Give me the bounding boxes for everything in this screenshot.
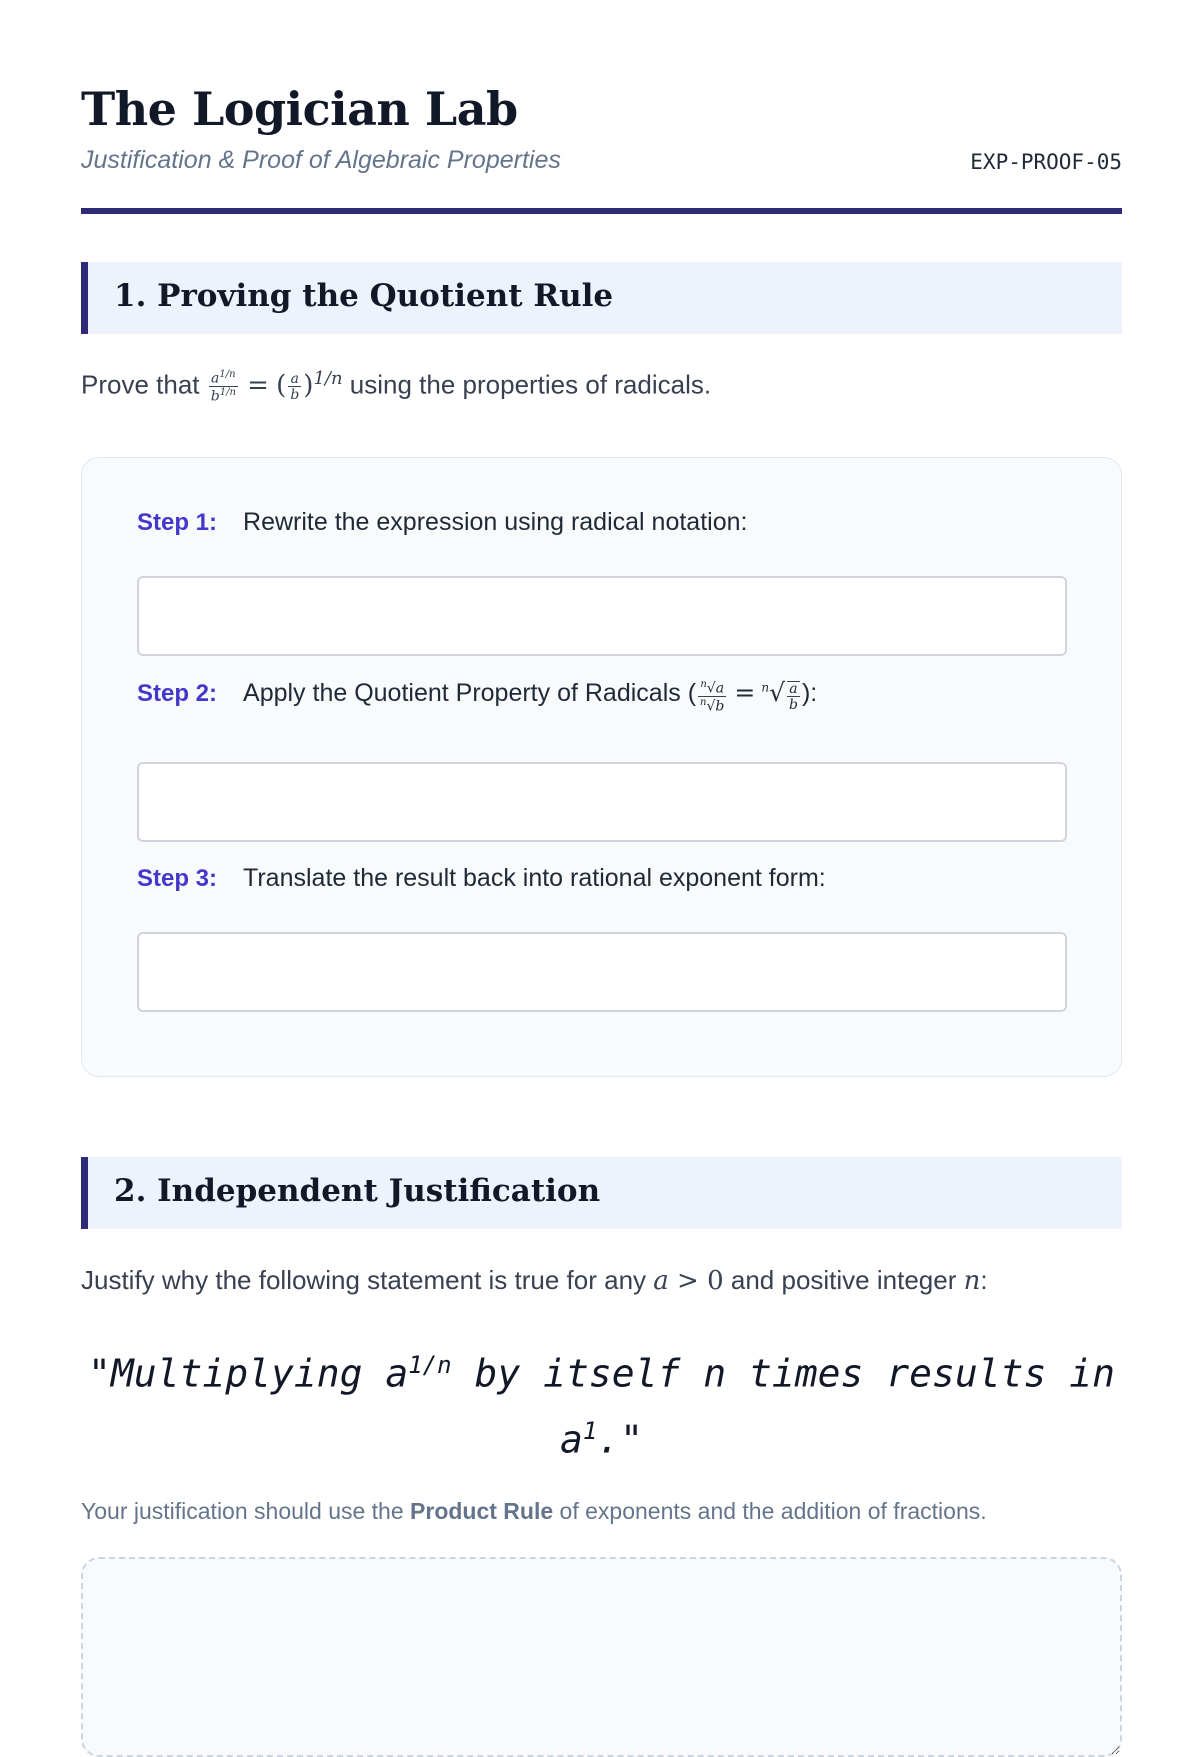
step-1-label: Step 1: — [137, 509, 218, 536]
quote-exponent-1: 1/n — [408, 1351, 452, 1379]
step-1-row — [137, 508, 747, 537]
statement-quote — [81, 1337, 1122, 1468]
justification-answer-area[interactable] — [81, 1557, 1122, 1757]
page-subtitle: Justification & Proof of Algebraic Properties — [81, 146, 561, 174]
prompt-prefix: Prove that — [81, 369, 200, 400]
nth-root-symbol: $^n$√ — [761, 678, 785, 707]
section-2-prompt-prefix: Justify why the following statement is true for any — [81, 1265, 647, 1295]
header-divider — [81, 208, 1122, 214]
experiment-code: EXP-PROOF-05 — [970, 150, 1122, 174]
section-2-header — [81, 1157, 1122, 1229]
proof-steps-card — [81, 457, 1122, 1077]
equals-sign: = — [247, 370, 269, 401]
step-3-text: Translate the result back into rational exponent form: — [243, 864, 826, 892]
quote-exponent-2: 1 — [582, 1416, 598, 1445]
variable-n: n — [963, 1266, 981, 1296]
step-3-input[interactable] — [137, 932, 1067, 1012]
prompt-suffix: using the properties of radicals. — [349, 369, 712, 400]
step-2-row — [137, 678, 817, 713]
section-2-prompt-mid: and positive integer — [730, 1265, 957, 1295]
radical-quotient-fraction: $\frac{^n√a}{^n√b}$ — [700, 679, 725, 715]
step-1-input[interactable] — [137, 576, 1067, 656]
section-2-prompt: Justify why the following statement is true for any a > 0 and positive integer n: — [81, 1265, 988, 1296]
hint-bold: Product Rule — [410, 1498, 554, 1524]
step-2-text: Apply the Quotient Property of Radicals ( — [243, 679, 697, 707]
section-2-title: 2. Independent Justification — [114, 1173, 601, 1209]
section-1-header — [81, 262, 1122, 334]
step-2-label: Step 2: — [137, 680, 218, 707]
quote-middle: by itself n times results in a — [451, 1351, 1116, 1462]
step-2-equals: = — [734, 678, 756, 707]
paren-close: ) — [303, 370, 314, 401]
hint-prefix: Your justification should use the — [81, 1498, 404, 1524]
step-1-text: Rewrite the expression using radical notation: — [243, 508, 748, 536]
hint-suffix: of exponents and the addition of fractions. — [559, 1498, 987, 1524]
a-over-b-fraction: $\frac{a}{b}$ — [290, 370, 300, 403]
paren-open: ( — [276, 370, 287, 401]
condition-a-positive: a > 0 — [653, 1266, 724, 1296]
exponent-1-over-n: 1/n — [313, 368, 343, 389]
step-2-input[interactable] — [137, 762, 1067, 842]
quote-end: ." — [597, 1417, 644, 1462]
quote-start: "Multiplying a — [87, 1351, 409, 1396]
step-3-label: Step 3: — [137, 865, 218, 892]
step-2-text-end: ): — [801, 679, 818, 707]
radicand-fraction: $\frac{a}{b}$ — [789, 681, 798, 714]
page-title: The Logician Lab — [81, 82, 518, 136]
justification-hint — [81, 1498, 987, 1525]
section-1-title: 1. Proving the Quotient Rule — [114, 278, 614, 314]
quotient-fraction: $\frac{a^{1/n}}{b^{1/n}}$ — [210, 369, 236, 405]
section-1-prompt — [81, 368, 711, 403]
step-3-row — [137, 864, 826, 893]
